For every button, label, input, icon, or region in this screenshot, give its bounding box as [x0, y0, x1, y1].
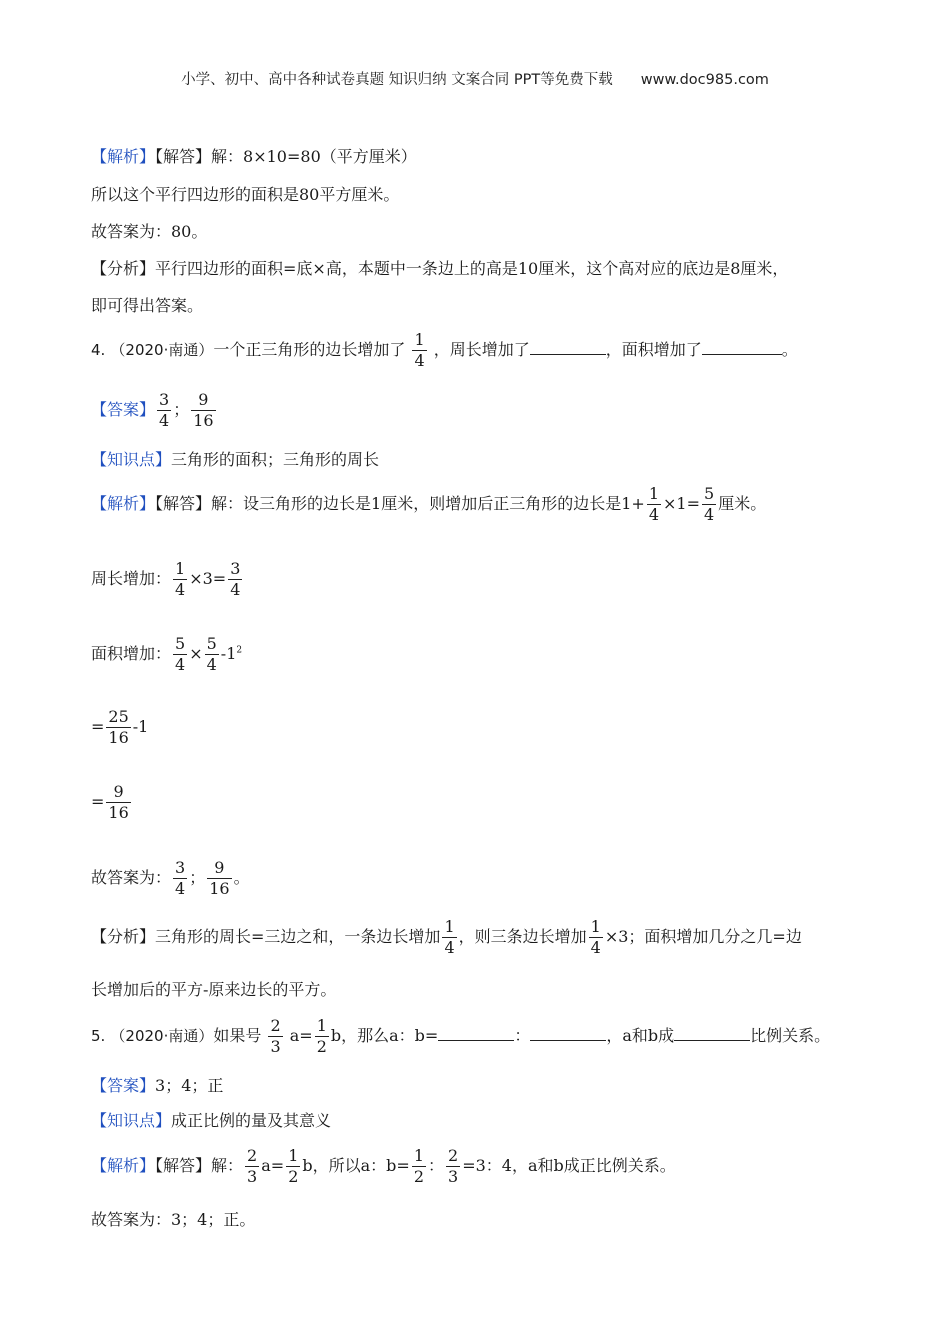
tag-jiexi: 【解析】 — [91, 494, 156, 513]
q5-blank-3[interactable] — [674, 1026, 750, 1041]
q4-source: （2020·南通） — [110, 341, 214, 359]
q4-perim-mid: ×3= — [189, 569, 227, 588]
q4-perim-frac-2: $\frac{3}{4}$ — [230, 559, 241, 599]
q4-perimeter — [91, 559, 910, 600]
q4-text-b: ，周长增加了 — [433, 340, 530, 359]
q5-number: 5. — [91, 1027, 106, 1045]
q5-text-d: ： — [514, 1026, 531, 1045]
q4-fenxi-a: 三角形的周长=三边之和，一条边长增加 — [155, 927, 441, 946]
q5-text-c: b，那么a：b= — [330, 1026, 439, 1045]
q4-sol-frac-1: $\frac{1}{4}$ — [648, 484, 659, 524]
q4-answer-frac-1: $\frac{3}{4}$ — [159, 390, 170, 430]
q3-answer: 故答案为：80。 — [91, 222, 208, 241]
q4-area-label: 面积增加： — [91, 644, 172, 663]
q4-step1 — [91, 707, 910, 748]
q3-solution-line — [91, 146, 910, 168]
q5-frac-2: $\frac{1}{2}$ — [316, 1016, 327, 1056]
q4-answer-frac-2: $\frac{9}{16}$ — [193, 390, 214, 430]
q5-text-e: ，a和b成 — [606, 1026, 675, 1045]
q4-final — [91, 858, 910, 899]
q5-sol-frac-2: $\frac{1}{2}$ — [288, 1146, 299, 1186]
q5-answer-text: 3；4；正 — [155, 1076, 224, 1095]
q4-knowledge — [91, 449, 910, 471]
q3-conclusion: 所以这个平行四边形的面积是80平方厘米。 — [91, 185, 400, 204]
q4-step2-frac: $\frac{9}{16}$ — [108, 782, 129, 822]
q4-perim-label: 周长增加： — [91, 569, 172, 588]
tag-jieda: 【解答】 — [155, 147, 212, 166]
q4-area — [91, 634, 910, 675]
tag-daan: 【答案】 — [91, 1076, 156, 1095]
q4-sol-a: 解：设三角形的边长是1厘米，则增加后正三角形的边长是1+ — [211, 494, 645, 513]
q4-perim-frac-1: $\frac{1}{4}$ — [175, 559, 186, 599]
q5-text-f: 比例关系。 — [750, 1026, 831, 1045]
q4-step2-eq: = — [91, 792, 105, 811]
q4-fenxi-frac-1: $\frac{1}{4}$ — [444, 917, 455, 957]
q4-analysis-line2: 长增加后的平方-原来边长的平方。 — [91, 980, 337, 999]
q4-analysis-line1 — [91, 917, 910, 958]
q3-analysis-line1 — [91, 258, 910, 280]
q4-sol-b: ×1= — [663, 494, 700, 513]
q4-area-exp: 2 — [236, 645, 243, 656]
q5-source: （2020·南通） — [110, 1027, 214, 1045]
tag-zhishidian: 【知识点】 — [91, 450, 172, 469]
q3-analysis-text: 平行四边形的面积=底×高，本题中一条边上的高是10厘米，这个高对应的底边是8厘米， — [155, 259, 789, 278]
q4-step1-frac: $\frac{25}{16}$ — [108, 707, 129, 747]
tag-fenxi: 【分析】 — [91, 259, 156, 278]
q5-knowledge-text: 成正比例的量及其意义 — [171, 1111, 332, 1130]
q5-knowledge — [91, 1110, 910, 1132]
q4-solution — [91, 484, 910, 525]
page-header — [0, 68, 950, 89]
q5-final: 故答案为：3；4；正。 — [91, 1210, 256, 1229]
tag-zhishidian: 【知识点】 — [91, 1111, 172, 1130]
q5-sol-d: ： — [428, 1156, 445, 1175]
q4-final-sep: ； — [189, 868, 206, 887]
q4-step2 — [91, 782, 910, 823]
q4-sol-c: 厘米。 — [718, 494, 767, 513]
q4-text-a: 一个正三角形的边长增加了 — [213, 340, 406, 359]
q4-fenxi-c: ×3；面积增加几分之几=边 — [604, 927, 802, 946]
q4-fenxi-b: ，则三条边长增加 — [458, 927, 587, 946]
q5-sol-c: b，所以a：b= — [302, 1156, 410, 1175]
tag-jieda: 【解答】 — [155, 1156, 212, 1175]
q4-sol-frac-2: $\frac{5}{4}$ — [704, 484, 715, 524]
q4-text-c: ，面积增加了 — [605, 340, 702, 359]
q4-area-tail: -1 — [220, 644, 237, 663]
q4-text-d: 。 — [781, 340, 798, 359]
tag-jiexi: 【解析】 — [91, 1156, 156, 1175]
q5-text-b: a= — [289, 1026, 313, 1045]
q5-question — [91, 1016, 910, 1057]
q4-final-end: 。 — [233, 868, 250, 887]
tag-fenxi: 【分析】 — [91, 927, 156, 946]
q4-question — [91, 330, 910, 371]
q4-area-frac-1: $\frac{5}{4}$ — [175, 634, 186, 674]
q4-step1-tail: -1 — [132, 717, 149, 736]
q3-solution-text: 解：8×10=80（平方厘米） — [211, 147, 417, 166]
q4-blank-2[interactable] — [702, 340, 782, 355]
q5-sol-frac-3: $\frac{1}{2}$ — [413, 1146, 424, 1186]
q4-blank-1[interactable] — [530, 340, 606, 355]
q4-area-mul: × — [189, 644, 203, 663]
q4-step1-eq: = — [91, 717, 105, 736]
q5-sol-e: =3：4，a和b成正比例关系。 — [462, 1156, 676, 1175]
q4-area-frac-2: $\frac{5}{4}$ — [206, 634, 217, 674]
header-title: 小学、初中、高中各种试卷真题 知识归纳 文案合同 PPT等免费下载 — [181, 72, 613, 88]
q4-answer-sep: ； — [173, 400, 190, 419]
tag-jiexi: 【解析】 — [91, 147, 156, 166]
q5-text-a: 如果号 — [213, 1026, 262, 1045]
q5-sol-frac-1: $\frac{2}{3}$ — [247, 1146, 258, 1186]
tag-daan: 【答案】 — [91, 400, 156, 419]
q4-fenxi-frac-2: $\frac{1}{4}$ — [590, 917, 601, 957]
q3-analysis-line2: 即可得出答案。 — [91, 296, 204, 315]
q4-final-frac-2: $\frac{9}{16}$ — [209, 858, 230, 898]
q5-blank-2[interactable] — [530, 1026, 606, 1041]
q4-answer — [91, 390, 910, 431]
q4-fraction: $\frac{1}{4}$ — [414, 330, 425, 370]
q4-knowledge-text: 三角形的面积；三角形的周长 — [171, 450, 380, 469]
q5-sol-a: 解： — [211, 1156, 244, 1175]
q4-number: 4. — [91, 341, 106, 359]
q5-solution — [91, 1146, 910, 1187]
tag-jieda: 【解答】 — [155, 494, 212, 513]
q4-final-frac-1: $\frac{3}{4}$ — [175, 858, 186, 898]
q5-blank-1[interactable] — [438, 1026, 514, 1041]
q5-answer — [91, 1075, 910, 1097]
q4-final-label: 故答案为： — [91, 868, 172, 887]
header-url: www.doc985.com — [640, 72, 769, 88]
q5-frac-1: $\frac{2}{3}$ — [270, 1016, 281, 1056]
q5-sol-b: a= — [261, 1156, 285, 1175]
q5-sol-frac-4: $\frac{2}{3}$ — [448, 1146, 459, 1186]
